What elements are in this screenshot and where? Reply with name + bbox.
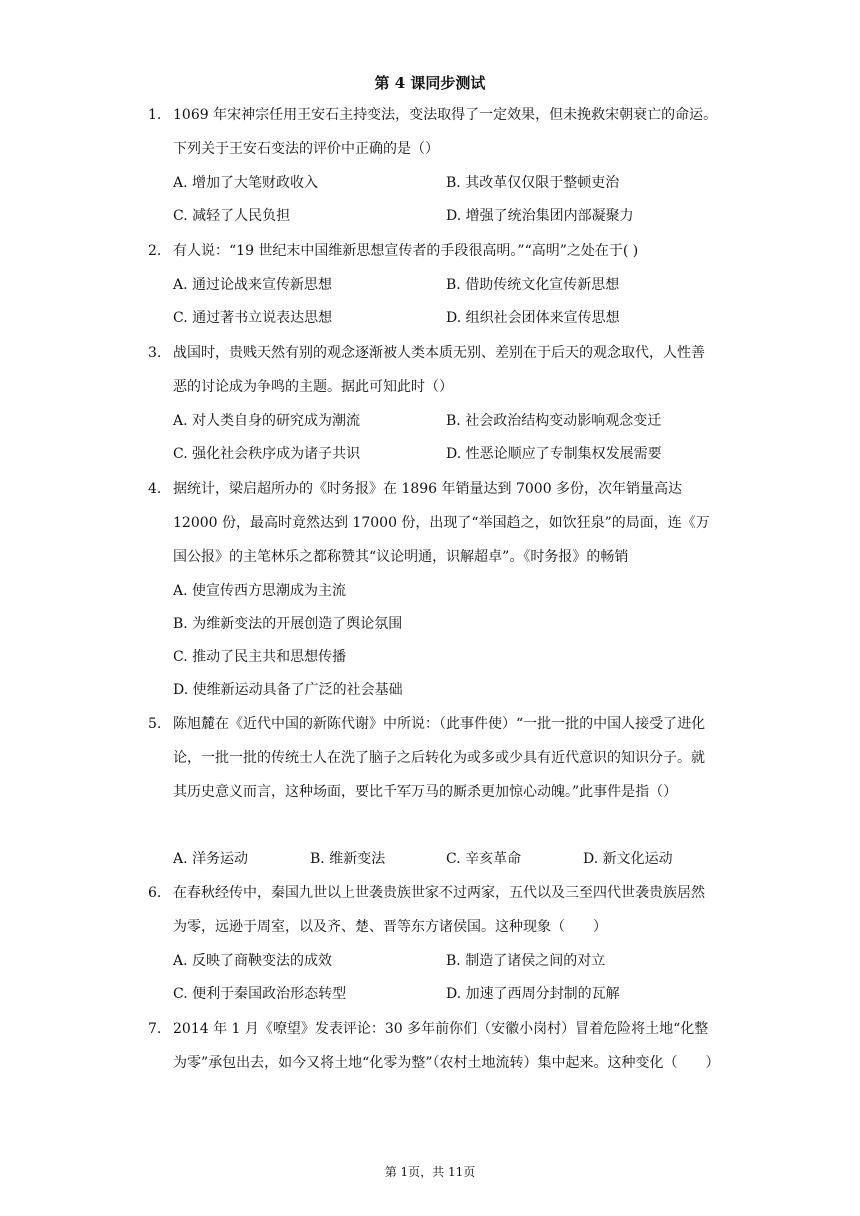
option-d: D. 使维新运动具备了广泛的社会基础 <box>173 682 403 698</box>
option-c: C. 辛亥革命 <box>446 851 522 867</box>
question-stem: 战国时，贵贱天然有别的观念逐渐被人类本质无别、差别在于后天的观念取代，人性善恶的讨论成为争鸣的主题。据此可知此时（） <box>173 345 705 395</box>
page-title: 第 4 课同步测试 <box>374 74 486 92</box>
question-stem: 据统计，梁启超所办的《时务报》在 1896 年销量达到 7000 多份，次年销量高达 12000 份，最高时竟然达到 17000 份，出现了“举国趋之，如饮狂泉”的局面，连《万国公报》的主笔林乐之都称赞其“议论明通，识解超卓”。《时务报》的畅销 <box>173 481 710 565</box>
option-b: B. 其改革仅仅限于整顿吏治 <box>446 175 620 191</box>
option-d: D. 增强了统治集团内部凝聚力 <box>446 208 634 224</box>
option-c: C. 减轻了人民负担 <box>173 208 291 224</box>
option-b: B. 借助传统文化宣传新思想 <box>446 277 620 293</box>
question-stem: 在春秋经传中，秦国九世以上世袭贵族世家不过两家，五代以及三至四代世袭贵族居然为零，远逊于周室，以及齐、楚、晋等东方诸侯国。这种现象（ ） <box>173 885 705 935</box>
question-number: 5. <box>148 716 162 732</box>
option-d: D. 新文化运动 <box>583 851 673 867</box>
page-footer: 第 1页，共 11页 <box>384 1165 476 1179</box>
option-c: C. 强化社会秩序成为诸子共识 <box>173 446 361 462</box>
option-a: A. 反映了商鞅变法的成效 <box>173 953 333 969</box>
question-stem: 陈旭麓在《近代中国的新陈代谢》中所说：（此事件使）“一批一批的中国人接受了进化论，一批一批的传统士人在洗了脑子之后转化为或多或少具有近代意识的知识分子。就其历史意义而言，这种场面，要比千军万马的厮杀更加惊心动魄。”此事件是指（） <box>173 716 706 800</box>
option-a: A. 洋务运动 <box>173 851 249 867</box>
option-d: D. 加速了西周分封制的瓦解 <box>446 986 620 1002</box>
option-a: A. 使宣传西方思潮成为主流 <box>173 583 347 599</box>
option-d: D. 组织社会团体来宣传思想 <box>446 310 620 326</box>
option-b: B. 维新变法 <box>310 851 386 867</box>
option-b: B. 制造了诸侯之间的对立 <box>446 953 606 969</box>
option-a: A. 通过论战来宣传新思想 <box>173 277 333 293</box>
option-c: C. 通过著书立说表达思想 <box>173 310 333 326</box>
question-stem: 2014 年 1 月《嘹望》发表评论：30 多年前你们（安徽小岗村）冒着危险将土地“化整为零”承包出去，如今又将土地“化零为整”（农村土地流转）集中起来。这种变化（ ） <box>173 1021 720 1071</box>
option-b: B. 社会政治结构变动影响观念变迁 <box>446 413 662 429</box>
question-stem: 有人说：“19 世纪末中国维新思想宣传者的手段很高明。”“高明”之处在于( ) <box>173 243 639 259</box>
question-number: 6. <box>148 885 162 901</box>
option-c: C. 推动了民主共和思想传播 <box>173 649 347 665</box>
option-c: C. 便利于秦国政治形态转型 <box>173 986 347 1002</box>
option-a: A. 增加了大笔财政收入 <box>173 175 319 191</box>
question-number: 3. <box>148 345 162 361</box>
question-number: 1. <box>148 107 162 123</box>
option-d: D. 性恶论顺应了专制集权发展需要 <box>446 446 662 462</box>
option-b: B. 为维新变法的开展创造了舆论氛围 <box>173 616 403 632</box>
question-number: 7. <box>148 1021 162 1037</box>
question-number: 2. <box>148 243 162 259</box>
option-a: A. 对人类自身的研究成为潮流 <box>173 413 361 429</box>
question-number: 4. <box>148 481 162 497</box>
question-stem: 1069 年宋神宗任用王安石主持变法，变法取得了一定效果，但未挽救宋朝衰亡的命运。下列关于王安石变法的评价中正确的是（） <box>173 107 718 157</box>
